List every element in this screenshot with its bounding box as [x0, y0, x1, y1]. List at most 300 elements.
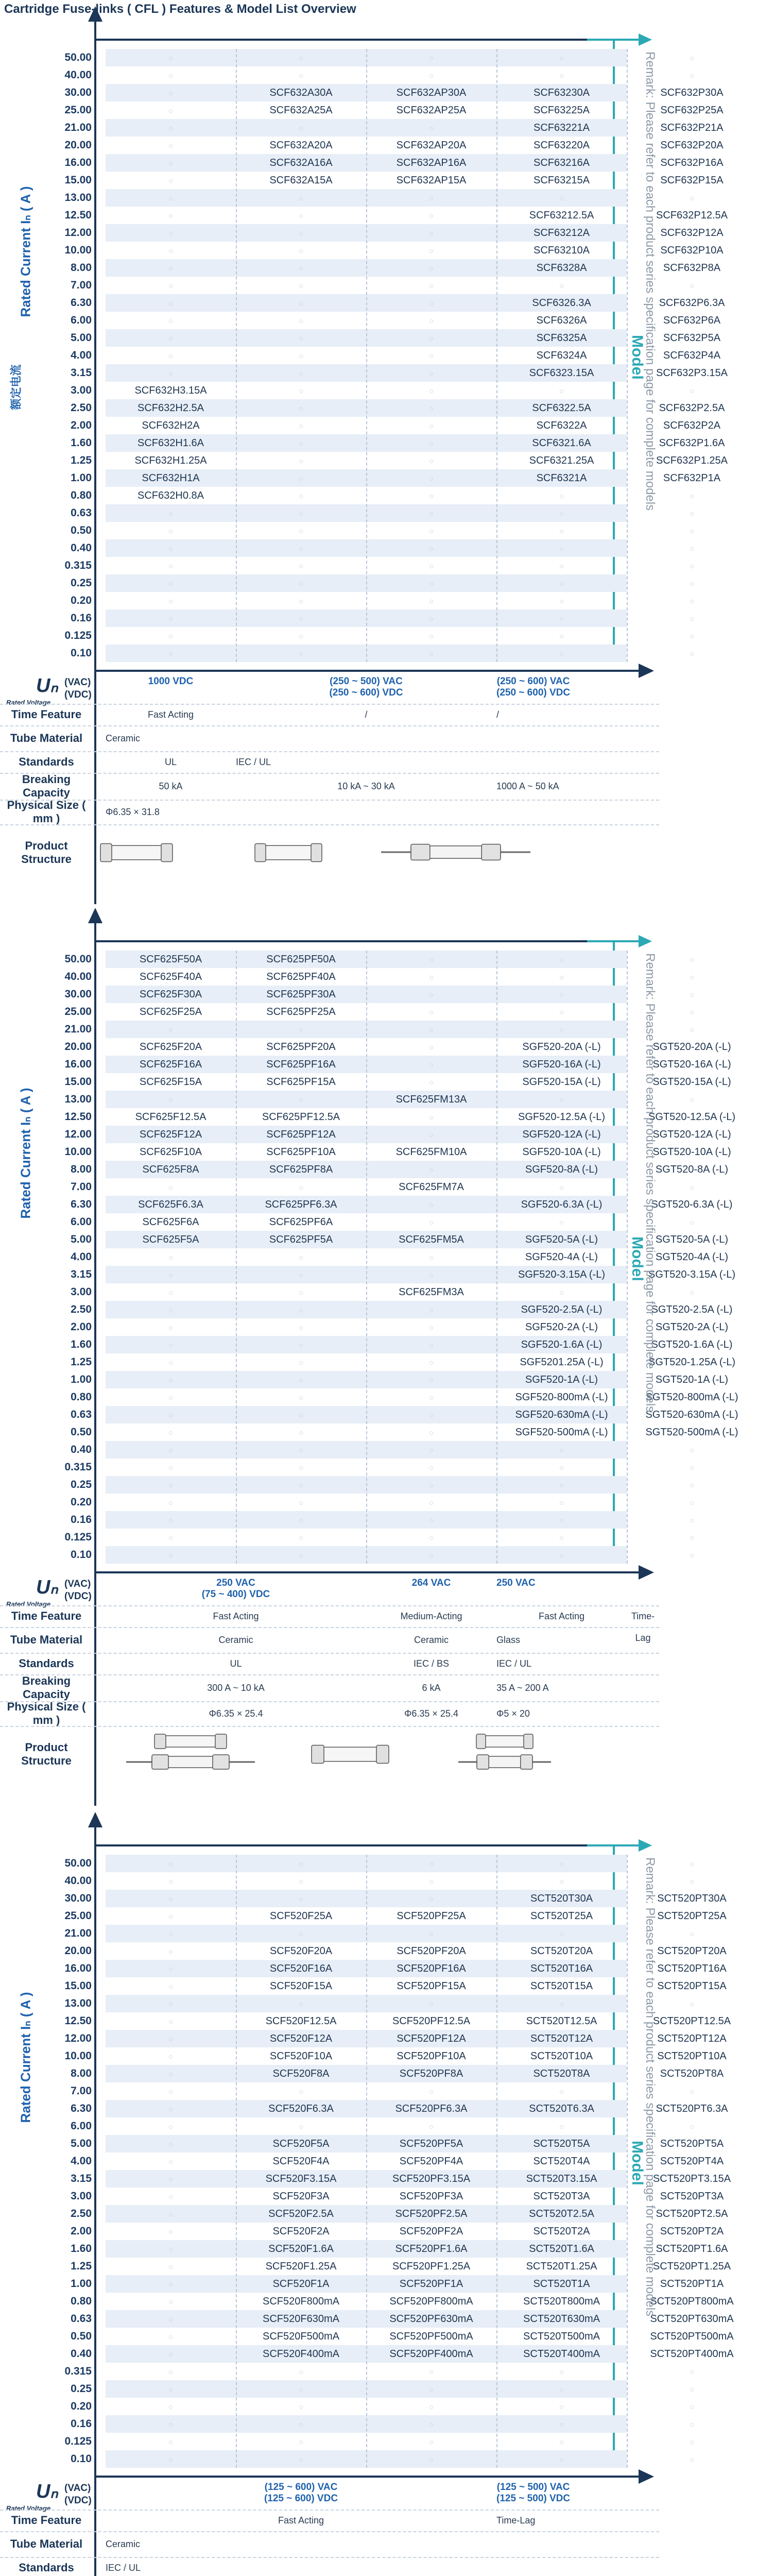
model-cell[interactable]: SCF520F500mA — [263, 2331, 339, 2342]
model-cell[interactable]: SCF520F3A — [272, 2191, 330, 2202]
model-cell — [106, 1459, 236, 1476]
model-cell[interactable]: SCF625FM3A — [399, 1286, 464, 1298]
model-cell — [496, 609, 627, 627]
current-label: 3.15 — [71, 367, 92, 379]
model-cell[interactable]: SCF520PF16A — [397, 1963, 466, 1974]
model-cell[interactable]: SCT520T10A — [530, 2050, 593, 2062]
model-cell — [366, 382, 496, 399]
model-cell[interactable]: SCF63215A — [534, 175, 590, 186]
model-cell[interactable]: SCF625F10A — [139, 1146, 202, 1158]
model-cell[interactable]: SCF625FM10A — [395, 1146, 467, 1158]
model-cell[interactable]: SCT520PT630mA — [650, 2313, 734, 2325]
model-cell[interactable]: SCF625F16A — [139, 1059, 202, 1070]
model-cell[interactable]: SCF520PF12A — [397, 2033, 466, 2044]
empty-dot: ○ — [559, 597, 564, 606]
empty-dot: ○ — [428, 54, 434, 63]
model-cell[interactable]: SCT520PT3.15A — [652, 2173, 731, 2184]
model-cell[interactable]: SCF625F12A — [139, 1129, 202, 1140]
model-cell[interactable]: SCF6321.25A — [529, 455, 594, 466]
model-cell[interactable]: SGF520-1A (-L) — [525, 1374, 598, 1385]
model-cell[interactable]: SCF625PF12A — [266, 1129, 336, 1140]
model-cell[interactable]: SCF520F16A — [269, 1963, 333, 1974]
model-cell[interactable]: SCF625FM13A — [395, 1094, 467, 1105]
empty-dot: ○ — [559, 650, 564, 658]
model-cell[interactable]: SCF625FM5A — [399, 1234, 464, 1245]
model-cell[interactable]: SCF520PF6.3A — [395, 2103, 468, 2114]
model-cell[interactable]: SCF520F12A — [269, 2033, 333, 2044]
property-label: Product Structure — [21, 839, 72, 866]
model-cell[interactable]: SCF520PF20A — [397, 1945, 466, 1957]
current-label: 8.00 — [71, 1163, 92, 1175]
model-cell[interactable]: SCF632P10A — [660, 245, 724, 256]
empty-dot: ○ — [428, 1113, 434, 1122]
model-cell — [366, 1459, 496, 1476]
model-cell[interactable]: SCT520T2.5A — [529, 2208, 594, 2219]
model-cell[interactable]: SCT520T400mA — [523, 2348, 600, 2360]
model-cell[interactable]: SCF625PF40A — [266, 971, 336, 982]
model-cell[interactable]: SCF625PF30A — [266, 989, 336, 1000]
model-cell[interactable]: SGT520-1.6A (-L) — [651, 1339, 733, 1350]
current-label: 8.00 — [71, 2067, 92, 2079]
model-cell[interactable]: SCF625PF25A — [266, 1006, 336, 1018]
model-cell[interactable]: SCT520PT25A — [657, 1910, 727, 1922]
model-cell[interactable]: SCF632P2.5A — [659, 402, 725, 414]
model-cell[interactable]: SGT520-630mA (-L) — [645, 1409, 738, 1420]
empty-dot: ○ — [298, 2385, 304, 2394]
model-cell[interactable]: SCF632P1.25A — [656, 455, 728, 466]
model-cell[interactable]: SCF6324A — [536, 350, 587, 361]
model-cell[interactable]: SCF63212A — [534, 227, 590, 239]
model-cell[interactable]: SCF632P20A — [660, 140, 724, 151]
model-cell[interactable]: SCF520PF2.5A — [395, 2208, 468, 2219]
model-cell[interactable]: SGF520-15A (-L) — [522, 1076, 601, 1088]
model-cell[interactable]: SCT520PT2A — [660, 2226, 724, 2237]
model-cell[interactable]: SGT520-6.3A (-L) — [651, 1199, 733, 1210]
current-label: 6.30 — [71, 1198, 92, 1210]
model-cell[interactable]: SCT520T25A — [530, 1910, 593, 1922]
model-cell — [236, 469, 366, 487]
model-cell — [106, 154, 236, 172]
model-cell[interactable]: SCF520F15A — [269, 1980, 333, 1992]
model-cell[interactable]: SCF632P3.15A — [656, 367, 728, 379]
model-cell[interactable]: SCT520PT2.5A — [656, 2208, 728, 2219]
current-label: 1.60 — [71, 2243, 92, 2255]
model-cell — [496, 1855, 627, 1872]
model-cell[interactable]: SGF520-500mA (-L) — [515, 1427, 608, 1438]
empty-dot: ○ — [298, 369, 304, 378]
model-cell[interactable]: SGT520-20A (-L) — [652, 1041, 731, 1053]
model-cell[interactable]: SCT520T800mA — [523, 2296, 600, 2307]
model-cell[interactable]: SCF520F6.3A — [268, 2103, 334, 2114]
model-cell[interactable]: SCF6323.15A — [529, 367, 594, 379]
model-cell — [366, 294, 496, 312]
model-cell[interactable]: SGF520-6.3A (-L) — [521, 1199, 603, 1210]
model-cell[interactable]: SCF632A16A — [269, 157, 333, 168]
model-cell[interactable]: SCF520PF10A — [397, 2050, 466, 2062]
property-value: IEC / UL — [496, 1658, 532, 1669]
model-cell[interactable]: SGF520-3.15A (-L) — [518, 1269, 605, 1280]
model-cell[interactable]: SCF63216A — [534, 157, 590, 168]
model-cell[interactable]: SCF6328A — [536, 262, 587, 274]
model-cell[interactable]: SGF520-5A (-L) — [525, 1234, 598, 1245]
model-cell[interactable]: SCF632P6A — [663, 315, 721, 326]
model-cell[interactable]: SGF520-12A (-L) — [522, 1129, 601, 1140]
model-cell[interactable]: SCF520PF2A — [399, 2226, 463, 2237]
model-cell[interactable]: SCF632AP15A — [396, 175, 467, 186]
model-cell[interactable]: SCF632H3.15A — [134, 385, 207, 396]
model-cell[interactable]: SCF520F5A — [272, 2138, 330, 2149]
current-label: 0.16 — [71, 612, 92, 624]
model-cell[interactable]: SGT520-12.5A (-L) — [648, 1111, 735, 1123]
model-cell[interactable]: SCF520PF400mA — [389, 2348, 473, 2360]
model-cell[interactable]: SCF520F800mA — [263, 2296, 339, 2307]
model-cell — [366, 1371, 496, 1388]
model-cell[interactable]: SCT520PT12.5A — [652, 2015, 731, 2027]
property-label: Product Structure — [21, 1741, 72, 1767]
model-cell[interactable]: SCF632H1.6A — [137, 437, 204, 449]
empty-dot: ○ — [298, 352, 304, 361]
model-cell[interactable]: SCF63220A — [534, 140, 590, 151]
model-cell[interactable]: SCF632P16A — [660, 157, 724, 168]
model-cell[interactable]: SCF520F20A — [269, 1945, 333, 1957]
model-cell[interactable]: SCF625PF5A — [269, 1234, 333, 1245]
y-axis-title: Rated Current Iₙ ( A ) — [18, 186, 33, 317]
model-cell[interactable]: SCF520PF12.5A — [392, 2015, 471, 2027]
model-cell[interactable]: SCF625FM7A — [399, 1181, 464, 1193]
model-cell[interactable]: SCF520F400mA — [263, 2348, 339, 2360]
current-label: 15.00 — [64, 1980, 92, 1992]
model-cell — [366, 224, 496, 242]
model-cell[interactable]: SCT520T30A — [530, 1893, 593, 1904]
model-cell[interactable]: SCF520F1A — [272, 2278, 330, 2290]
model-cell[interactable]: SGT520-1.25A (-L) — [648, 1357, 735, 1368]
model-cell — [236, 2380, 366, 2398]
current-label: 1.60 — [71, 437, 92, 449]
model-cell[interactable]: SCF625F20A — [139, 1041, 202, 1053]
model-cell[interactable]: SGF520-12.5A (-L) — [518, 1111, 605, 1123]
rated-voltage-label: Rated Voltage — [6, 1600, 51, 1608]
empty-dot: ○ — [298, 1341, 304, 1350]
model-cell[interactable]: SCF520PF800mA — [389, 2296, 473, 2307]
model-cell[interactable]: SGT520-2A (-L) — [655, 1321, 729, 1333]
model-cell — [366, 1161, 496, 1178]
model-cell[interactable]: SCT520PT1.6A — [656, 2243, 728, 2255]
model-cell[interactable]: SCF625F15A — [139, 1076, 202, 1088]
model-cell[interactable]: SCF520F8A — [272, 2068, 330, 2079]
model-cell[interactable]: SCF632P8A — [663, 262, 721, 274]
model-cell[interactable]: SCT520T6.3A — [529, 2103, 594, 2114]
model-cell[interactable]: SCF632P4A — [663, 350, 721, 361]
model-cell[interactable]: SCF6326.3A — [532, 297, 591, 309]
model-cell[interactable]: SCF632H2A — [142, 420, 200, 431]
current-label: 6.00 — [71, 1216, 92, 1228]
model-cell[interactable]: SCF625PF12.5A — [262, 1111, 340, 1123]
model-cell[interactable]: SCF63230A — [534, 87, 590, 98]
model-cell[interactable]: SGF520-8A (-L) — [525, 1164, 598, 1175]
model-cell[interactable]: SCT520T8A — [533, 2068, 590, 2079]
model-cell[interactable]: SCT520T20A — [530, 1945, 593, 1957]
empty-dot: ○ — [168, 597, 174, 606]
model-cell[interactable]: SGT520-5A (-L) — [655, 1234, 729, 1245]
model-cell[interactable]: SCF632A20A — [269, 140, 333, 151]
model-cell[interactable]: SCF625F40A — [139, 971, 202, 982]
model-cell[interactable]: SCF520PF630mA — [389, 2313, 473, 2325]
model-cell[interactable]: SCT520PT16A — [657, 1963, 727, 1974]
model-cell[interactable]: SCF632P15A — [660, 175, 724, 186]
empty-dot: ○ — [168, 334, 174, 343]
property-value: Φ6.35 × 25.4 — [404, 1708, 458, 1719]
model-cell[interactable]: SCF520F25A — [269, 1910, 333, 1922]
model-cell — [106, 329, 236, 347]
model-cell[interactable]: SCT520PT1A — [660, 2278, 724, 2290]
current-label: 7.00 — [71, 1181, 92, 1193]
model-cell[interactable]: SCT520T3.15A — [526, 2173, 597, 2184]
model-cell — [236, 452, 366, 469]
model-cell[interactable]: SGF520-2.5A (-L) — [521, 1304, 603, 1315]
model-cell[interactable]: SCF520F4A — [272, 2156, 330, 2167]
model-cell[interactable]: SCT520T1.6A — [529, 2243, 594, 2255]
model-cell[interactable]: SCF632P6.3A — [659, 297, 725, 309]
model-cell[interactable]: SCT520PT10A — [657, 2050, 727, 2062]
model-cell[interactable]: SGF520-4A (-L) — [525, 1251, 598, 1263]
model-cell[interactable]: SGF520-16A (-L) — [522, 1059, 601, 1070]
model-cell[interactable]: SCF520F2A — [272, 2226, 330, 2237]
model-cell — [366, 1529, 496, 1546]
model-cell[interactable]: SCF632AP25A — [396, 105, 467, 116]
model-cell[interactable]: SCF520PF4A — [399, 2156, 463, 2167]
model-cell[interactable]: SCF520PF500mA — [389, 2331, 473, 2342]
model-cell[interactable]: SCF632H1.25A — [134, 455, 207, 466]
model-cell[interactable]: SCF63221A — [534, 122, 590, 133]
model-cell[interactable]: SCF6321.6A — [532, 437, 591, 449]
model-cell[interactable]: SCT520PT15A — [657, 1980, 727, 1992]
model-cell[interactable]: SCF6322.5A — [532, 402, 591, 414]
model-cell[interactable]: SCT520PT3A — [660, 2191, 724, 2202]
model-cell[interactable]: SGT520-800mA (-L) — [645, 1392, 738, 1403]
model-cell[interactable]: SCF632P30A — [660, 87, 724, 98]
model-cell[interactable]: SCT520T1.25A — [526, 2261, 597, 2272]
model-cell[interactable]: SCF625F25A — [139, 1006, 202, 1018]
model-cell[interactable]: SGT520-2.5A (-L) — [651, 1304, 733, 1315]
model-cell[interactable]: SCT520PT1.25A — [652, 2261, 731, 2272]
empty-dot: ○ — [168, 1446, 174, 1455]
model-cell[interactable]: SCF625F30A — [139, 989, 202, 1000]
model-cell[interactable]: SCT520PT4A — [660, 2156, 724, 2167]
model-cell[interactable]: SGT520-1A (-L) — [655, 1374, 729, 1385]
empty-dot: ○ — [689, 973, 695, 982]
model-cell[interactable]: SGT520-12A (-L) — [652, 1129, 731, 1140]
model-cell[interactable]: SCF632H0.8A — [137, 490, 204, 501]
empty-dot: ○ — [689, 1860, 695, 1869]
model-cell[interactable]: SCF632AP16A — [396, 157, 467, 168]
model-cell[interactable]: SCT520T3A — [533, 2191, 590, 2202]
model-cell — [106, 119, 236, 137]
empty-dot: ○ — [168, 2280, 174, 2289]
model-cell[interactable]: SCF625PF15A — [266, 1076, 336, 1088]
model-cell[interactable]: SCF625F5A — [142, 1234, 199, 1245]
model-cell[interactable]: SCF632A15A — [269, 175, 333, 186]
model-cell[interactable]: SCT520T500mA — [523, 2331, 600, 2342]
empty-dot: ○ — [298, 2123, 304, 2131]
model-cell[interactable]: SGT520-3.15A (-L) — [648, 1269, 735, 1280]
model-cell[interactable]: SCT520PT30A — [657, 1893, 727, 1904]
empty-dot: ○ — [689, 527, 695, 536]
model-cell[interactable]: SCT520T1A — [533, 2278, 590, 2290]
empty-dot: ○ — [428, 1131, 434, 1140]
empty-dot: ○ — [168, 1895, 174, 1904]
empty-dot: ○ — [559, 1289, 564, 1297]
empty-dot: ○ — [298, 2438, 304, 2447]
model-cell[interactable]: SCT520PT8A — [660, 2068, 724, 2079]
model-cell[interactable]: SCF6326A — [536, 315, 587, 326]
model-cell[interactable]: SCF520PF1A — [399, 2278, 463, 2290]
model-cell[interactable]: SCF625PF20A — [266, 1041, 336, 1053]
model-cell[interactable]: SGT520-4A (-L) — [655, 1251, 729, 1263]
model-cell[interactable]: SGT520-16A (-L) — [652, 1059, 731, 1070]
model-cell[interactable]: SCF632P2A — [663, 420, 721, 431]
model-cell[interactable]: SCF625F12.5A — [135, 1111, 207, 1123]
model-cell[interactable]: SCT520T12.5A — [526, 2015, 597, 2027]
model-cell[interactable]: SCF632AP20A — [396, 140, 467, 151]
model-cell[interactable]: SCF625PF50A — [266, 954, 336, 965]
empty-dot: ○ — [559, 1464, 564, 1472]
model-cell[interactable]: SCF520PF1.6A — [395, 2243, 468, 2255]
model-cell[interactable]: SGT520-500mA (-L) — [645, 1427, 738, 1438]
model-cell[interactable]: SCF520PF25A — [397, 1910, 466, 1922]
model-cell[interactable]: SCF63225A — [534, 105, 590, 116]
model-cell[interactable]: SGF520-800mA (-L) — [515, 1392, 608, 1403]
model-cell[interactable]: SCF632A30A — [269, 87, 333, 98]
model-cell[interactable]: SCF625PF8A — [269, 1164, 333, 1175]
property-value: 300 A ~ 10 kA — [207, 1683, 265, 1693]
model-cell[interactable]: SGF520-630mA (-L) — [515, 1409, 608, 1420]
model-cell[interactable]: SCF6322A — [536, 420, 587, 431]
model-cell[interactable]: SCF632P1.6A — [659, 437, 725, 449]
current-label: 0.20 — [71, 595, 92, 606]
model-cell[interactable]: SCF63210A — [534, 245, 590, 256]
model-cell[interactable]: SCT520T12A — [530, 2033, 593, 2044]
model-cell — [236, 1301, 366, 1318]
current-label: 7.00 — [71, 279, 92, 291]
model-cell[interactable]: SCF632P1A — [663, 472, 721, 484]
model-cell — [106, 1546, 236, 1564]
model-cell[interactable]: SCF520F630mA — [263, 2313, 339, 2325]
model-cell[interactable]: SGF520-20A (-L) — [522, 1041, 601, 1053]
current-label: 2.50 — [71, 1303, 92, 1315]
model-cell[interactable]: SCF520F10A — [269, 2050, 333, 2062]
model-cell[interactable]: SCT520T15A — [530, 1980, 593, 1992]
model-cell[interactable]: SCF632AP30A — [396, 87, 467, 98]
model-cell[interactable]: SGF5201.25A (-L) — [520, 1357, 604, 1368]
model-cell[interactable]: SCF632P12.5A — [656, 210, 728, 221]
model-cell[interactable]: SCF625PF10A — [266, 1146, 336, 1158]
model-cell — [496, 189, 627, 207]
model-cell[interactable]: SCT520PT500mA — [650, 2331, 734, 2342]
model-cell[interactable]: SCF520PF5A — [399, 2138, 463, 2149]
model-cell[interactable]: SGT520-8A (-L) — [655, 1164, 729, 1175]
model-cell[interactable]: SCF625PF6A — [269, 1216, 333, 1228]
empty-dot: ○ — [168, 1499, 174, 1507]
model-cell[interactable]: SCT520T4A — [533, 2156, 590, 2167]
model-cell[interactable]: SCF520PF3.15A — [392, 2173, 471, 2184]
current-label: 30.00 — [64, 1892, 92, 1904]
property-value: Ceramic — [106, 2539, 141, 2549]
model-cell[interactable]: SCT520PT20A — [657, 1945, 727, 1957]
model-cell — [106, 1511, 236, 1529]
empty-dot: ○ — [168, 1253, 174, 1262]
model-cell[interactable]: SCF632H2.5A — [137, 402, 204, 414]
model-cell[interactable]: SCF520F12.5A — [265, 2015, 337, 2027]
model-cell[interactable]: SCT520T16A — [530, 1963, 593, 1974]
model-cell[interactable]: SCF520F1.6A — [268, 2243, 334, 2255]
model-cell[interactable]: SGT520-10A (-L) — [652, 1146, 731, 1158]
model-cell[interactable]: SCF625PF16A — [266, 1059, 336, 1070]
model-cell — [366, 1336, 496, 1353]
empty-dot: ○ — [428, 956, 434, 964]
model-cell[interactable]: SCF625F6A — [142, 1216, 199, 1228]
model-cell[interactable]: SCT520T630mA — [523, 2313, 600, 2325]
empty-dot: ○ — [168, 527, 174, 536]
model-cell — [366, 592, 496, 609]
model-cell[interactable]: SCF520F3.15A — [265, 2173, 337, 2184]
model-cell — [366, 1441, 496, 1459]
empty-dot: ○ — [689, 72, 695, 80]
model-cell[interactable]: SCT520PT5A — [660, 2138, 724, 2149]
model-cell[interactable]: SGF520-2A (-L) — [525, 1321, 598, 1333]
model-cell[interactable]: SCF6325A — [536, 332, 587, 344]
model-cell[interactable]: SCT520PT12A — [657, 2033, 727, 2044]
model-cell[interactable]: SCF520F2.5A — [268, 2208, 334, 2219]
model-cell[interactable]: SGF520-10A (-L) — [522, 1146, 601, 1158]
column-divider — [236, 1855, 237, 2468]
model-cell[interactable]: SCF520PF15A — [397, 1980, 466, 1992]
model-cell[interactable]: SCT520PT800mA — [650, 2296, 734, 2307]
model-cell[interactable]: SCF632H1A — [142, 472, 200, 484]
empty-dot: ○ — [559, 387, 564, 396]
model-cell[interactable]: SGF520-1.6A (-L) — [521, 1339, 603, 1350]
model-cell[interactable]: SCF63212.5A — [529, 210, 594, 221]
model-cell[interactable]: SCT520T2A — [533, 2226, 590, 2237]
model-cell[interactable]: SGT520-15A (-L) — [652, 1076, 731, 1088]
model-cell[interactable]: SCT520PT400mA — [650, 2348, 734, 2360]
model-cell[interactable]: SCF520F1.25A — [265, 2261, 337, 2272]
model-cell[interactable]: SCF632P12A — [660, 227, 724, 239]
model-cell[interactable]: SCF625F50A — [139, 954, 202, 965]
model-cell[interactable]: SCF632A25A — [269, 105, 333, 116]
model-cell[interactable]: SCF632P25A — [660, 105, 724, 116]
model-cell[interactable]: SCF520PF8A — [399, 2068, 463, 2079]
empty-dot: ○ — [428, 1429, 434, 1437]
model-cell — [236, 1995, 366, 2012]
model-cell[interactable]: SCF625F8A — [142, 1164, 199, 1175]
current-label: 0.315 — [64, 1461, 92, 1473]
model-cell[interactable]: SCT520PT6.3A — [656, 2103, 728, 2114]
property-value: / — [365, 709, 368, 720]
model-cell — [366, 645, 496, 662]
model-cell[interactable]: SCF625F6.3A — [138, 1199, 203, 1210]
model-cell[interactable]: SCF6321A — [536, 472, 587, 484]
model-cell — [236, 1021, 366, 1038]
model-cell[interactable]: SCF625PF6.3A — [265, 1199, 337, 1210]
model-cell[interactable]: SCF632P5A — [663, 332, 721, 344]
empty-dot: ○ — [168, 2035, 174, 2044]
model-cell[interactable]: SCF520PF3A — [399, 2191, 463, 2202]
empty-dot: ○ — [559, 1551, 564, 1560]
model-cell[interactable]: SCT520T5A — [533, 2138, 590, 2149]
model-cell[interactable]: SCF520PF1.25A — [392, 2261, 471, 2272]
current-label: 16.00 — [64, 1962, 92, 1974]
model-cell[interactable]: SCF632P21A — [660, 122, 724, 133]
